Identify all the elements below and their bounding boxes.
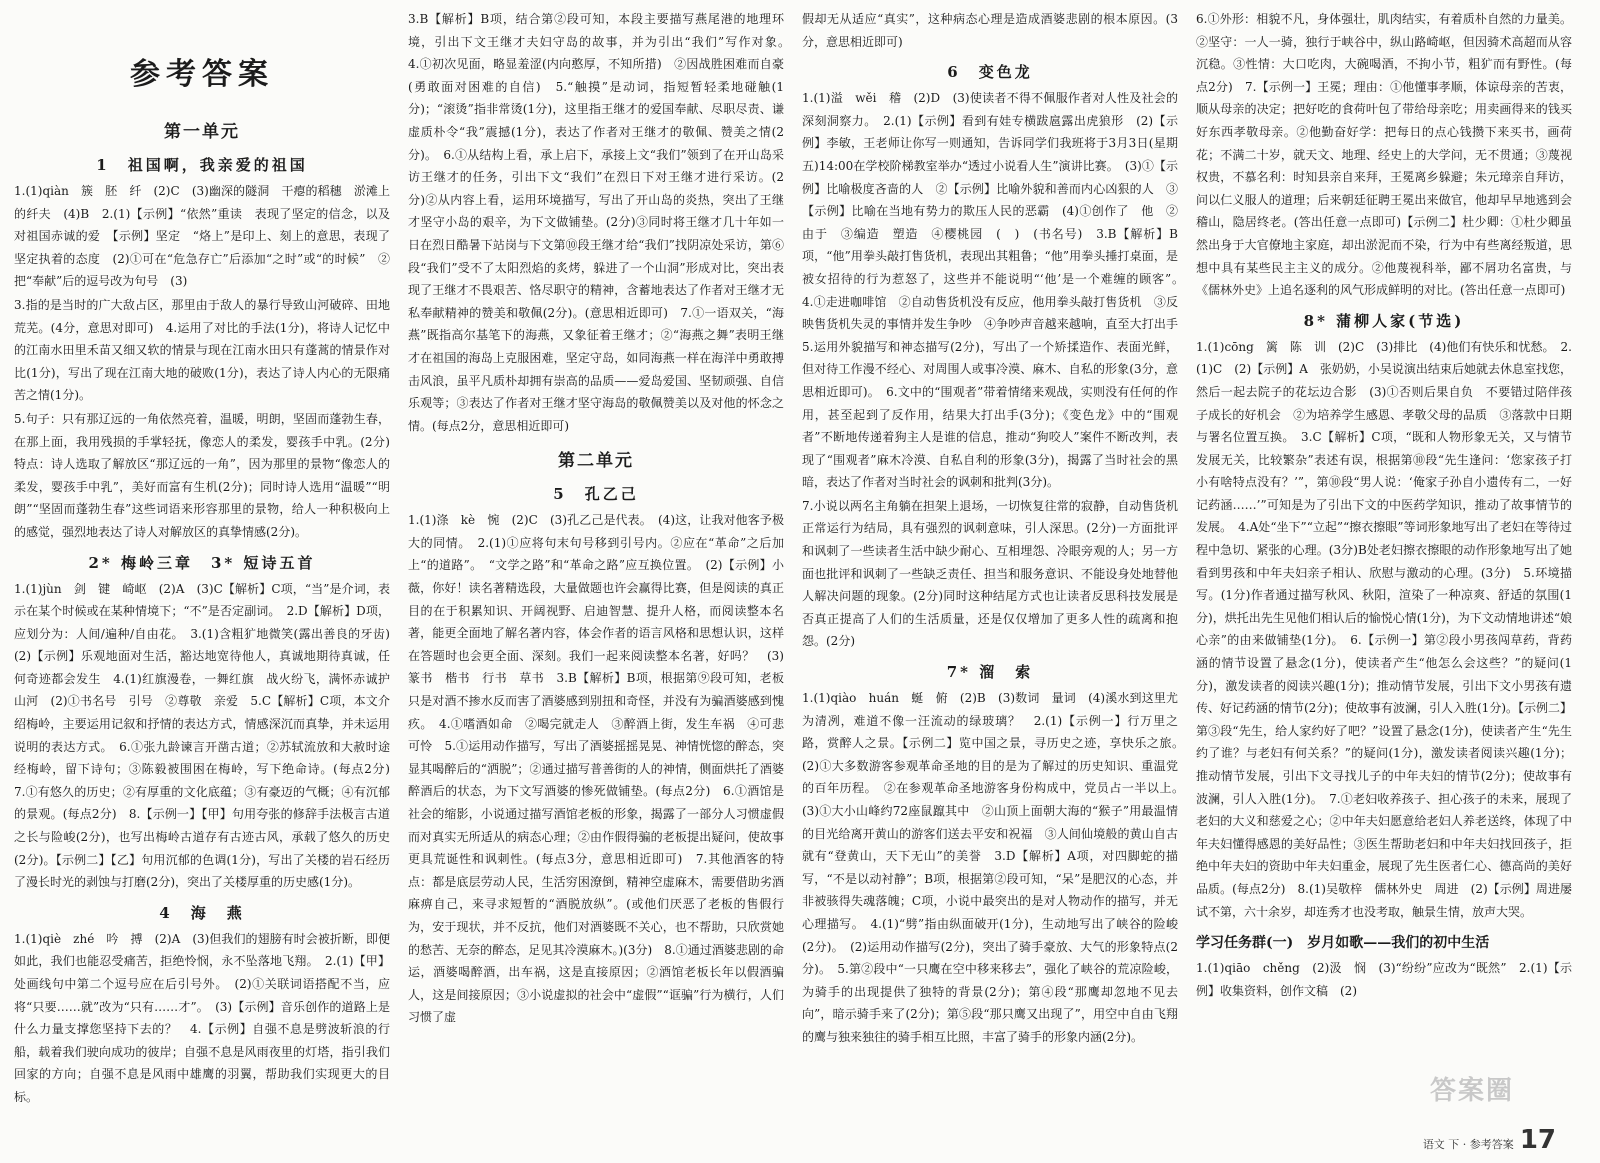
answer-paragraph: 1.(1)jùn 剑 键 崎岖 (2)A (3)C【解析】C项，“当”是介词，表示在某个时候或在某种情境下；“不”是否定副词。 2.D【解析】D项，应划分为：人间/遍种/自由花。 3.(1)含粗犷地微笑(露出善良的牙齿) (2)【示例】乐观地面对生活，豁达地宽待他人，真诚地期待真诚，任何奇迹都会发生 4.(1)红旗漫卷，一舞红旗 战火纷飞，满怀赤诚护山河 (2)①书名号 引号 ②尊敬 亲爱 5.C【解析】C项，本文介绍梅岭，主要运用记叙和抒情的表达方式，情感深沉而真挚，并未运用说明的表达方式。 6.①张九龄谏言开凿古道；②苏轼流放和大赦时途经梅岭，留下诗句；③陈毅被围困在梅岭，写下绝命诗。(每点2分) 7.①有悠久的历史；②有厚重的文化底蕴；③有豪迈的气概；④有沉郁的景观。(每点2分) 8.【示例一】【甲】句用夸张的修辞手法极言古道之长与险峻(2分)，也写出梅岭古道存有古迹古风，承载了悠久的历史(2分)。【示例二】【乙】句用沉郁的色调(1分)，写出了关楼的岩石经历了漫长时光的剥蚀与打磨(2分)，突出了关楼厚重的历史感(1分)。 [14,581,403,890]
lesson-heading: 7* 溜 索 [946,663,1034,682]
lesson-heading: 1 祖国啊，我亲爱的祖国 [96,156,308,174]
answer-paragraph: 1.(1)qiào huán 蜒 俯 (2)B (3)数词 量词 (4)溪水到这里尤为清冽，难道不像一汪流动的绿玻璃？ 2.(1)【示例一】行万里之路，赏醉人之景。【示例二】览中国之景，寻历史之迹，享快乐之旅。 (2)①大多数游客参观革命圣地的目的是为了解过的历史知识、重温党的百年历程。 ②在参观革命圣地游客身份构成中，党员占一半以上。 (3)①大小山峰约72座鼠躥其中 ②山顶上面朝大海的“猴子”用最温情的目光给离开黄山的游客们送去平安和祝福 ③人间仙境般的黄山自古就有“登黄山，天下无山”的美誉 3.D【解析】A项，对四脚蛇的描写，“不是以动衬静”；B项，根据第②段可知，“呆”是肥汉的心态，并非被骇得失魂落魄；C项，小说中最突出的是对人物动作的描写，并无心理描写。 4.(1)“劈”指由纵面破开(1分)，生动地写出了峡谷的险峻(2分)。 (2)运用动作描写(2分)，突出了骑手豪放、大气的形象特点(2分)。 5.第②段中“一只鹰在空中移来移去”，强化了峡谷的荒凉险峻，为骑手的出现提供了独特的背景(2分)；第④段“那鹰却忽地不见去向”，暗示骑手来了(2分)；第⑤段“那只鹰又出现了”，用空中自由飞翔的鹰与独来独往的骑手相互比照，丰富了骑手的形象内涵(2分)。 [802,691,1191,1044]
answer-paragraph: 假却无从适应“真实”，这种病态心理是造成酒婆悲剧的根本原因。(3分，意思相近即可) [802,12,1178,49]
lesson-heading: 5 孔乙己 [553,485,639,504]
unit-heading: 第一单元 [164,122,240,142]
answer-paragraph: 1.(1)溢 wěi 稽 (2)D (3)使读者不得不佩服作者对人性及社会的深刻洞察力。 2.(1)【示例】看到有娃专横跋扈露出虎狼形 (2)【示例】李敏，王老师让你写一则通知，告诉同学们我班将于3月3日(星期五)14:00在学校阶梯教室举办“透过小说看人生”演讲比赛。 (3)①【示例】比喻极度吝啬的人 ②【示例】比喻外貌和善而内心凶狠的人 ③【示例】比喻在当地有势力的欺压人民的恶霸 (4)①创作了 他 ②由于 ③编造 塑造 ④樱桃园 ( ) (书名号) 3.B【解析】B项，“他”用拳头敲打售货机，表现出其粗鲁；“他”用拳头捶打桌面，是被女招待的行为惹怒了，这些并不能说明“‘他’是一个难缠的顾客”。 4.①走进咖啡馆 ②自动售货机没有反应，他用拳头敲打售货机 ③反映售货机失灵的事情并发生争吵 ④争吵声音越来越响，直至大打出手 5.运用外貌描写和神态描写(2分)，写出了一个矫揉造作、表面光鲜，但对待工作漫不经心、对周围人或事冷漠、麻木、自私的形象(3分，意思相近即可)。 6.文中的“围观者”带着情绪来观战，实则没有任何的作用，甚至起到了反作用，结果大打出手(3分)；《变色龙》中的“围观者”不断地传递着狗主人是谁的信息，推动“狗咬人”案件不断改判，表现了“围观者”麻木冷漠、自私自利的形象(3分)，揭露了当时社会的黑暗，表达了作者对当时社会的讽刺和批判(3分)。 [802,91,1191,490]
answer-paragraph: 1.(1)qiàn 簇 胚 纤 (2)C (3)幽深的隧洞 干瘪的稻穗 淤滩上的纤夫 (4)B 2.(1)【示例】“依然”重读 表现了坚定的信念，以及对祖国赤诚的爱 【示例】坚定 “烙上”是印上、刻上的意思，表现了坚定执着的态度 (2)①可在“危急存亡”后添加“之时”或“的时候” ②把“奉献”后的逗号改为句号 (3) [14,184,390,289]
column-1 [14,8,403,1148]
answer-paragraph: 6.①外形：相貌不凡，身体强壮，肌肉结实，有着质朴自然的力量美。②坚守：一人一骑，独行于峡谷中，纵山路崎岖，但因骑术高超而从容沉稳。③性情：大口吃肉，大碗喝酒，不拘小节，粗犷而有野性。(每点2分) 7.【示例一】王冕；理由：①他懂事孝顺，体谅母亲的苦衷，顺从母亲的决定；把好吃的食荷叶包了带给母亲吃；用卖画得来的钱买好东西孝敬母亲。②他勤奋好学：把每日的点心钱攒下来买书，画荷花；不满二十岁，就天文、地理、经史上的大学问，无不贯通；③蔑视权贵，不慕名利：时知县亲自来拜，王冕离乡躲避；朱元璋亲自拜访，问以仁义服人的道理；后来朝廷征聘王冕出来做官，他却早早地逃到会稽山，隐居终老。(答出任意一点即可)【示例二】杜少卿：①杜少卿虽然出身于大官僚地主家庭，却出淤泥而不染，行为中有些离经叛道，思想中具有某些民主主义的成分。②他蔑视科举，鄙不屑功名富贵，与《儒林外史》上追名逐利的风气形成鲜明的对比。(答出任意一点即可) [1196,12,1572,298]
lesson-heading: 8* 蒲柳人家(节选) [1303,311,1465,330]
answer-paragraph: 1.(1)qiāo chěng (2)汲 悯 (3)“纷纷”应改为“既然” 2.(1)【示例】收集资料，创作文稿 (2) [1196,961,1572,998]
answer-paragraph: 1.(1)qiè zhé 吟 搏 (2)A (3)但我们的翅膀有时会被折断，即便如此，我们也能忍受痛苦，拒绝怜悯，永不坠落地飞翔。 2.(1)【甲】处画线句中第二个逗号应在后引号外。 (2)①关联词语搭配不当，应将“只要……就”改为“只有……才”。 (3)【示例】音乐创作的道路上是什么力量支撑您坚持下去的？ 4.【示例】自强不息是劈波斩浪的行船，载着我们驶向成功的彼岸；自强不息是风雨夜里的灯塔，指引我们回家的方向；自强不息是风雨中雄鹰的羽翼，帮助我们实现更大的目标。 [14,931,390,1104]
answer-paragraph: 3.B【解析】B项，结合第②段可知，本段主要描写燕尾港的地理环境，引出下文王继才夫妇守岛的故事，并为引出“我们”写作对象。 4.①初次见面，略显羞涩(内向憨厚，不知所措) ②因战胜困难而自豪(勇敢面对困难的自信) 5.“触摸”是动词，指短暂轻柔地碰触(1分)；“滚烫”指非常烫(1分)，这里指王继才的爱国奉献、尽职尽责、谦虚质朴令“我”震撼(1分)，表达了作者对王继才的敬佩、赞美之情(2分)。 6.①从结构上看，承上启下，承接上文“我们”领到了在开山岛采访王继才的任务，引出下文“我们”在烈日下对王继才进行采访。(2分)②从内容上看，运用环境描写，写出了开山岛的炎热，突出了王继才坚守小岛的艰辛，为下文做铺垫。(2分)③同时将王继才几十年如一日在烈日酷暑下站岗与下文第⑩段王继才给“我们”找阴凉处采访，第⑥段“我们”受不了太阳烈焰的炙烤，躲进了一个山洞”形成对比，突出表现了王继才不畏艰苦、恪尽职守的精神，含蓄地表达了作者对王继才无私奉献精神的赞美和敬佩(2分)。(意思相近即可) 7.①一语双关，“海燕”既指高尔基笔下的海燕，又象征着王继才；②“海燕之舞”表明王继才在祖国的海岛上克服困难，坚定守岛，如同海燕一样在海洋中勇敢搏击风浪，虽平凡质朴却拥有崇高的品质——爱岛爱国、坚韧顽强、自信乐观等；③表达了作者对王继才坚守海岛的敬佩赞美以及对他的怀念之情。(每点2分，意思相近即可) [408,12,797,433]
answer-paragraph: 3.指的是当时的广大敌占区，那里由于敌人的暴行导致山河破碎、田地荒芜。(4分，意思对即可) 4.运用了对比的手法(1分)，将诗人记忆中的江南水田里禾苗又细又软的情景与现在江南水田只有蓬蒿的情景作对比(1分)，写出了现在江南大地的破败(1分)，表达了诗人内心的无限痛苦之情(1分)。 [14,297,390,403]
answer-paragraph: 1.(1)涤 kè 惋 (2)C (3)孔乙己是代表。 (4)这，让我对他客予极大的同情。 2.(1)①应将句末句号移到引号内。②应在“革命”之后加上“的道路”。 “文学之路”和“革命之路”应互换位置。 (2)【示例】小薇，你好！读名著精选段，大量做题也许会赢得比赛，但是阅读的真正目的在于积累知识、开阔视野、启迪智慧、提升人格，而阅读整本名著，能更全面地了解名著内容，体会作者的语言风格和思想认识，这样在答题时也会更全面、深刻。我们一起来阅读整本名著，好吗？ (3)篆书 楷书 行书 草书 3.B【解析】B项，根据第⑨段可知，老板只是对酒不掺水反而害了酒婆感到别扭和奇怪，并没有为骗酒婆感到愧疚。 4.①嗜酒如命 ②喝完就走人 ③醉酒上街，发生车祸 ④可悲可怜 5.①运用动作描写，写出了酒婆摇摇晃晃、神情恍惚的醉态，突显其喝醉后的“洒脱”；②通过描写普善街的人的神情，侧面烘托了酒婆醉酒后的状态，为下文写酒婆的惨死做铺垫。(每点2分) 6.①酒馆是社会的缩影，小说通过描写酒馆老板的形象，揭露了一部分人习惯虚假而对真实无所适从的病态心理；②由作假得骗的老板提出疑问，使故事更具荒诞性和讽刺性。(每点3分，意思相近即可) 7.其他酒客的特点：都是底层劳动人民，生活穷困潦倒，精神空虚麻木，需要借助劣酒麻痹自己，来寻求短暂的“酒脱放纵”。(或他们厌恶了老板的售假行为，安于现状，并不反抗，他们对酒婆既不关心，也不帮助，只欣赏她的愁苦、无奈的醉态，足见其冷漠麻木。)(3分) 8.①通过酒婆悲剧的命运，酒婆喝醉酒，出车祸，这是直接原因；②酒馆老板长年以假酒骗人，这是间接原因；③小说虚拟的社会中“虚假”“诓骗”行为横行，人们习惯了虚 [408,513,784,1025]
answer-paragraph: 7.小说以两名主角躺在担架上退场，一切恢复往常的寂静，自动售货机正常运行为结局，具有强烈的讽刺意味，引人深思。(2分)一方面批评和讽刺了一些读者生活中缺少耐心、互相埋怨、冷眼旁观的人；另一方面也批评和讽刺了一些缺乏责任、担当和服务意识、不能设身处地替他人解决问题的现象。(2分)同时这种结尾方式也让读者反思科技发展是否真正提高了人们的生活质量，还是仅仅增加了更多人性的疏离和抱怨。(2分) [802,498,1178,649]
page-number: 17 [1519,1125,1556,1155]
lesson-heading: 6 变色龙 [947,63,1033,82]
lesson-heading: 2* 梅岭三章 3* 短诗五首 [88,553,316,572]
answer-paragraph: 5.句子：只有那辽远的一角依然亮着，温暖，明朗，坚固而蓬勃生春，在那上面，我用残损的手掌轻抚，像恋人的柔发，婴孩手中乳。(2分)特点：诗人选取了解放区“那辽远的一角”，因为那里的景物“像恋人的柔发，婴孩手中乳”，美好而富有生机(2分)；同时诗人选用“温暖”“明朗”“坚固而蓬勃生春”这些词语来形容那里的景物，给人一种积极向上的感觉，强烈地表达了诗人对解放区的真挚情感(2分)。 [14,411,390,539]
column-4 [1196,8,1572,1148]
footer-label: 语文 下 · 参考答案 [1422,1138,1514,1151]
column-3 [802,8,1191,1148]
watermark: 答案圈 [1429,1076,1514,1106]
lesson-heading: 4 海 燕 [159,903,245,922]
page-footer [1423,1125,1556,1155]
main-title-heading: 参考答案 [130,57,274,92]
unit-heading: 第二单元 [558,451,634,472]
answer-paragraph: 1.(1)cōng 篱 陈 训 (2)C (3)排比 (4)他们有快乐和忧愁。 2.(1)C (2)【示例】A 张奶奶，小吴说演出结束后她就去休息室找您，然后一起去院子的花坛边合影 (3)①否则后果自负 不要错过陪伴孩子成长的好机会 ②为培养学生感恩、孝敬父母的品质 ③落款中日期与署名位置互换。 3.C【解析】C项，“既和人物形象无关，又与情节发展无关，比较繁杂”表述有误，根据第⑩段“先生逢问：‘您家孩子打小有啥特点没有？’”，第⑩段“男人说：‘俺家子孙自小遗传有二，一好记药涵……’”可知是为了引出下文的中医药学知识，推动了故事情节的发展。 4.A处“坐下”“立起”“擦衣擦眼”等词形象地写出了老妇在等待过程中急切、紧张的心理。(3分)B处老妇擦衣擦眼的动作形象地写出了她看到男孩和中年夫妇亲子相认、欣慰与激动的心理。(3分) 5.环境描写。(1分)作者通过描写秋风、秋阳，渲染了一种凉爽、舒适的氛围(1分)，烘托出先生见他们相认后的愉悦心情(1分)，为下文动情地讲述“娘心亲”的由来做铺垫(1分)。 6.【示例一】第②段小男孩闯草药，背药涵的情节设置了悬念(1分)，使读者产生“他怎么会这些？”的疑问(1分)，激发读者的阅读兴趣(1分)；推动情节发展，引出下文小男孩有遗传、好记药涵的情节(2分)；使故事有波澜，引人入胜(1分)。【示例二】第③段“先生，给人家约好了吧？”设置了悬念(1分)，使读者产生“先生约了谁？与老妇有何关系？”的疑问(1分)，激发读者阅读兴趣(1分)；推动情节发展，引出下文寻找儿子的中年夫妇的情节(2分)；使故事有波澜，引人入胜(1分)。 7.①老妇收养孩子、担心孩子的未来，展现了老妇的大义和慈爱之心；②中年夫妇愿意给老妇人养老送终，体现了中年夫妇懂得感恩的美好品性；③医生帮助老妇和中年夫妇找回孩子，拒绝中年夫妇的资助中年夫妇重金，展现了先生医者仁心、德高尚的美好品质。(每点2分) 8.(1)吴敬梓 儒林外史 周进 (2)【示例】周进屡试不第，六十余岁，却连秀才也没考取，触景生情，放声大哭。 [1196,339,1572,919]
column-2 [408,8,797,1148]
task-heading: 学习任务群(一) 岁月如歌——我们的初中生活 [1196,935,1490,952]
